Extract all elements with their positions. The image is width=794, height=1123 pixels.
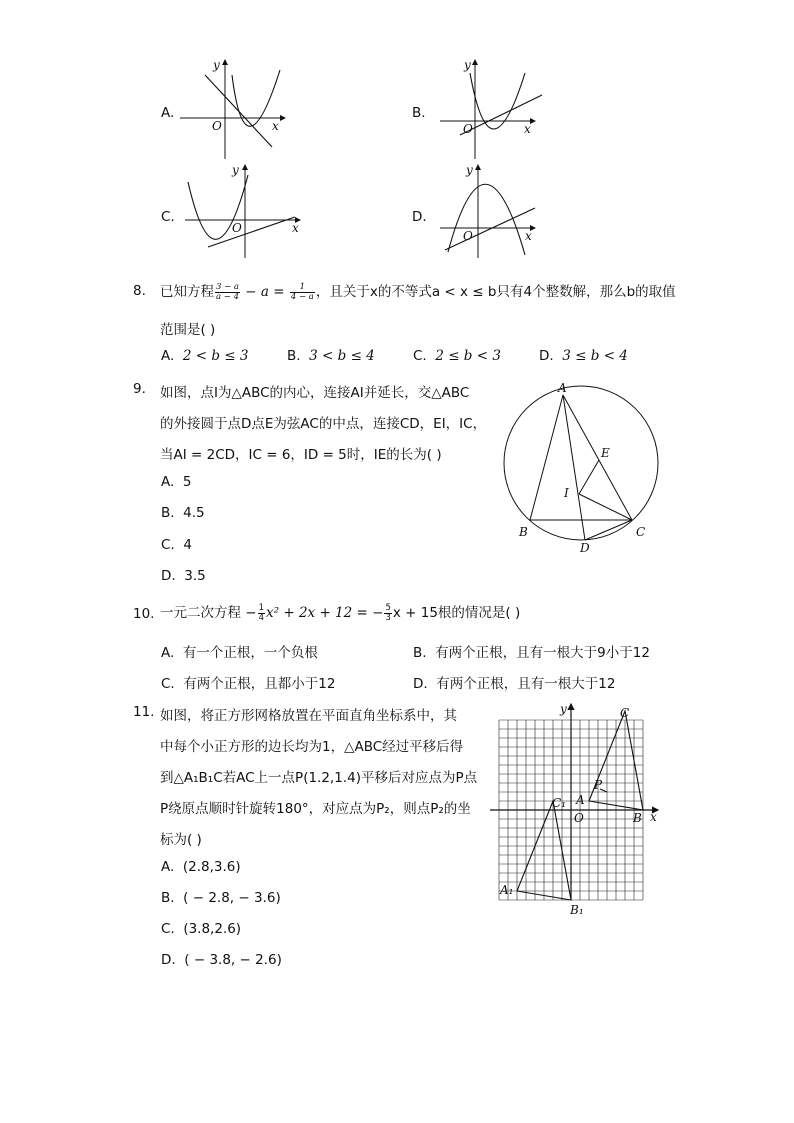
option-text: 有一个正根，一个负根 bbox=[182, 645, 318, 661]
option-text: 有两个正根，且都小于12 bbox=[183, 676, 336, 692]
q8-number: 8. bbox=[133, 283, 146, 299]
q9-option-b[interactable] bbox=[161, 505, 205, 521]
q8-stem-line1 bbox=[160, 280, 676, 302]
graph-option-d bbox=[430, 160, 545, 260]
label-c: C bbox=[620, 706, 630, 720]
line bbox=[208, 217, 295, 247]
q11-option-d[interactable] bbox=[161, 952, 282, 968]
frac-num: 1 bbox=[258, 602, 265, 613]
q10-mid: x² + 2x + 12 = − bbox=[266, 605, 384, 621]
q11-stem-line2: 中每个小正方形的边长均为1，△ABC经过平移后得 bbox=[160, 739, 464, 755]
q8-option-c[interactable] bbox=[413, 348, 501, 364]
label-a1: A₁ bbox=[500, 883, 514, 897]
option-text: 有两个正根，且有一根大于9小于12 bbox=[435, 645, 650, 661]
q8-fraction-2 bbox=[290, 283, 315, 302]
q9-stem-line1: 如图，点I为△ABC的内心，连接AI并延长，交△ABC bbox=[160, 385, 470, 401]
q9-stem-line2: 的外接圆于点D点E为弦AC的中点，连接CD，EI，IC， bbox=[160, 416, 487, 432]
origin-label: O bbox=[463, 122, 473, 136]
segment-ab bbox=[530, 395, 563, 520]
label-p: P bbox=[594, 778, 603, 792]
origin-label: O bbox=[463, 229, 473, 243]
frac-num: 3 − a bbox=[216, 281, 240, 292]
q10-stem bbox=[160, 601, 520, 623]
y-label: y bbox=[466, 163, 473, 177]
origin-label: O bbox=[212, 119, 222, 133]
option-text: 2 < b ≤ 3 bbox=[182, 348, 249, 364]
parabola bbox=[448, 184, 525, 255]
graph-option-a bbox=[180, 55, 290, 165]
graph-option-c-label: C. bbox=[161, 209, 175, 225]
frac-den: 4 − a bbox=[290, 291, 314, 302]
label-d: D bbox=[580, 541, 590, 555]
graph-option-a-label: A. bbox=[161, 105, 175, 121]
y-label: y bbox=[464, 58, 471, 72]
q11-number: 11. bbox=[133, 704, 155, 720]
label-c: C bbox=[636, 525, 646, 539]
option-label: C. bbox=[161, 537, 175, 553]
graph-option-d-label: D. bbox=[412, 209, 427, 225]
frac-num: 5 bbox=[385, 602, 391, 613]
segment-cd bbox=[585, 520, 632, 540]
x-label: x bbox=[524, 122, 531, 136]
q8-text-prefix: 已知方程 bbox=[160, 284, 214, 300]
label-b1: B₁ bbox=[570, 903, 584, 917]
q9-number: 9. bbox=[133, 381, 146, 397]
option-label: B. bbox=[287, 348, 301, 364]
frac-num: 1 bbox=[290, 283, 315, 293]
segment-ac bbox=[563, 395, 632, 520]
q10-fraction-2 bbox=[384, 604, 391, 623]
graph-option-b-label: B. bbox=[412, 105, 426, 121]
x-label: x bbox=[525, 229, 532, 243]
q10-option-c[interactable] bbox=[161, 672, 336, 692]
y-label: y bbox=[232, 163, 239, 177]
x-label: x bbox=[272, 119, 279, 133]
option-label: D. bbox=[539, 348, 554, 364]
option-text: ( − 2.8, − 3.6) bbox=[183, 890, 281, 906]
q10-text-prefix: 一元二次方程 − bbox=[160, 605, 257, 621]
q8-option-a[interactable] bbox=[161, 348, 249, 364]
option-text: 4.5 bbox=[183, 505, 205, 521]
option-label: A. bbox=[161, 859, 175, 875]
option-text: 3 ≤ b < 4 bbox=[562, 348, 628, 364]
q8-text-suffix: ，且关于x的不等式a < x ≤ b只有4个整数解，那么b的取值 bbox=[315, 284, 676, 300]
option-text: 3 < b ≤ 4 bbox=[309, 348, 375, 364]
q10-text-suffix: x + 15根的情况是( ) bbox=[392, 605, 521, 621]
q8-mid: − a = bbox=[241, 284, 289, 300]
graph-option-c bbox=[180, 160, 305, 260]
label-i: I bbox=[564, 486, 569, 500]
label-x: x bbox=[650, 810, 657, 824]
option-text: (2.8,3.6) bbox=[182, 859, 241, 875]
label-a: A bbox=[558, 381, 567, 395]
q10-option-b[interactable] bbox=[413, 641, 650, 661]
frac-den: 4 bbox=[258, 612, 265, 623]
option-label: D. bbox=[161, 952, 176, 968]
option-label: B. bbox=[161, 505, 175, 521]
option-label: B. bbox=[413, 645, 427, 661]
q8-option-b[interactable] bbox=[287, 348, 375, 364]
q9-option-a[interactable] bbox=[161, 474, 191, 490]
segment-ad bbox=[563, 395, 585, 540]
q10-option-a[interactable] bbox=[161, 641, 318, 661]
option-text: 有两个正根，且有一根大于12 bbox=[436, 676, 616, 692]
q8-stem-line2: 范围是( ) bbox=[160, 322, 216, 338]
line bbox=[205, 75, 272, 147]
option-label: C. bbox=[413, 348, 427, 364]
q9-option-c[interactable] bbox=[161, 537, 192, 553]
origin-label: O bbox=[232, 221, 242, 235]
q10-fraction-1 bbox=[258, 604, 265, 623]
option-text: 3.5 bbox=[184, 568, 206, 584]
option-label: D. bbox=[413, 676, 428, 692]
option-label: A. bbox=[161, 474, 175, 490]
option-label: C. bbox=[161, 921, 175, 937]
q11-stem-line3: 到△A₁B₁C若AC上一点P(1.2,1.4)平移后对应点为P点 bbox=[160, 770, 478, 786]
label-e: E bbox=[601, 446, 610, 460]
q9-circle-figure bbox=[495, 380, 670, 560]
option-label: D. bbox=[161, 568, 176, 584]
q9-stem-line3: 当AI = 2CD，IC = 6，ID = 5时，IE的长为( ) bbox=[160, 447, 442, 463]
label-c1: C₁ bbox=[552, 796, 566, 810]
option-text: 2 ≤ b < 3 bbox=[435, 348, 501, 364]
option-label: C. bbox=[161, 676, 175, 692]
option-text: ( − 3.8, − 2.6) bbox=[184, 952, 282, 968]
q8-option-d[interactable] bbox=[539, 348, 628, 364]
q10-number: 10. bbox=[133, 606, 155, 622]
segment-ic bbox=[579, 494, 632, 520]
q11-stem-line5: 标为( ) bbox=[160, 832, 202, 848]
option-label: A. bbox=[161, 645, 175, 661]
y-label: y bbox=[213, 58, 220, 72]
q11-option-c[interactable] bbox=[161, 921, 241, 937]
option-label: B. bbox=[161, 890, 175, 906]
option-label: A. bbox=[161, 348, 175, 364]
label-y: y bbox=[560, 702, 567, 716]
q11-option-a[interactable] bbox=[161, 859, 241, 875]
option-text: 4 bbox=[183, 537, 192, 553]
option-text: 5 bbox=[182, 474, 192, 490]
segment-ie bbox=[579, 460, 599, 494]
x-label: x bbox=[292, 221, 299, 235]
label-b: B bbox=[633, 811, 642, 825]
q8-fraction-1 bbox=[215, 283, 240, 302]
label-a: A bbox=[576, 793, 585, 807]
label-o: O bbox=[574, 811, 584, 825]
q11-option-b[interactable] bbox=[161, 890, 281, 906]
q11-stem-line1: 如图，将正方形网格放置在平面直角坐标系中，其 bbox=[160, 708, 457, 724]
q11-grid-figure bbox=[490, 700, 670, 925]
graph-option-b bbox=[430, 55, 545, 165]
q11-stem-line4: P绕原点顺时针旋转180°，对应点为P₂，则点P₂的坐 bbox=[160, 801, 471, 817]
label-b: B bbox=[519, 525, 528, 539]
frac-den: 3 bbox=[385, 612, 391, 623]
q9-option-d[interactable] bbox=[161, 568, 206, 584]
q10-option-d[interactable] bbox=[413, 672, 615, 692]
option-text: (3.8,2.6) bbox=[183, 921, 242, 937]
frac-den: a − 4 bbox=[216, 291, 240, 302]
